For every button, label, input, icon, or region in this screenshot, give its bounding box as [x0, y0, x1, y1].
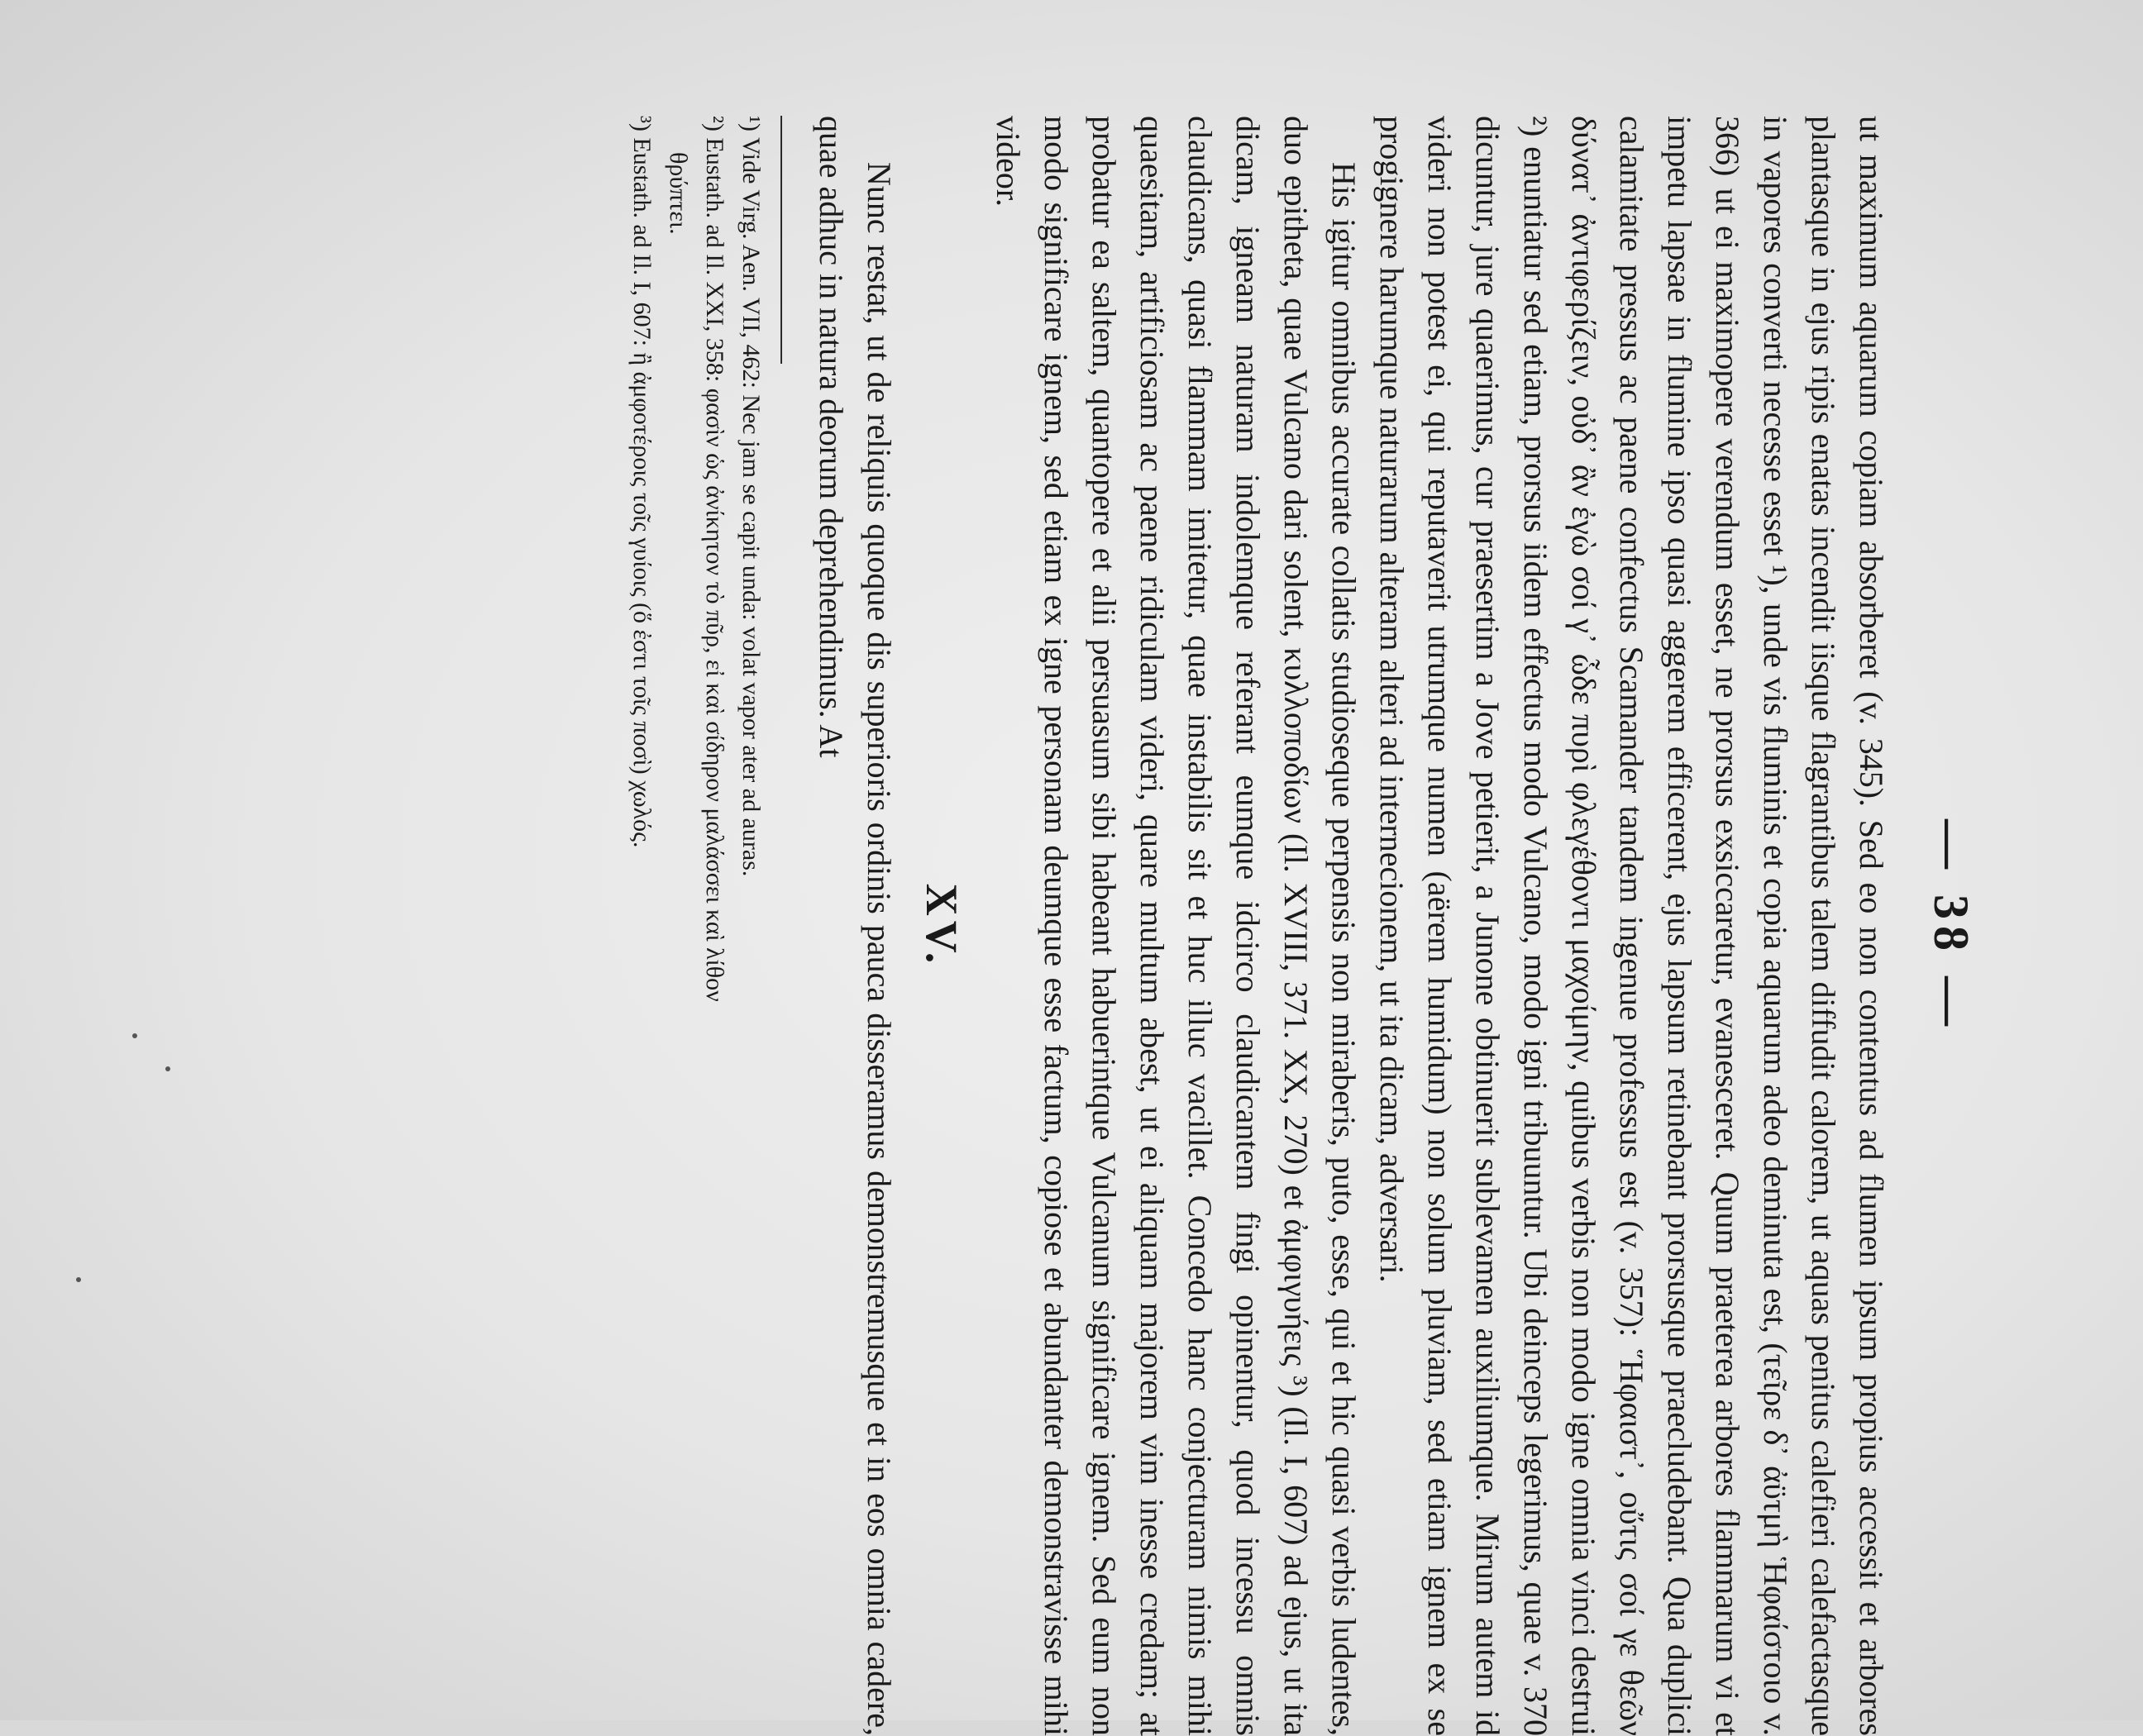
body-text [807, 116, 1895, 1736]
paragraph: His igitur omnibus accurate collatis studioseque perpensis non miraberis, puto, esse, qui et hic quasi verbis ludentes, duo epitheta, quae Vulcano dari solent, κυλλοποδίων (Il. XVIII, 371. XX, 270) et ἀμφιγυήεις ³) (Il. I, 607) ad ejus, ut ita dicam, igneam naturam indolemque referant eumque idcirco claudicantem fingi opinentur, quod incessu omnis claudicans, quasi flammam imitetur, quae instabilis sit et huc illuc vacillet. Concedo hanc conjecturam nimis mihi quaesitam, artificiosam ac paene ridiculam videri, quare multum abest, ut ei aliquam majorem vim inesse credam; at probatur ea saltem, quantopere et alii persuasum sibi habeant habuerintque Vulcanum significare ignem. Sed eum non modo significare ignem, sed etiam ex igne personam deumque esse factum, copiose et abundanter demonstravisse mihi videor. [990, 116, 1363, 1736]
paragraph: Nunc restat, ut de reliquis quoque dis superioris ordinis pauca disseramus demonstremusque et in eos omnia cadere, quae adhuc in natura deorum deprehendimus. At [813, 116, 898, 1736]
footnote-rule [780, 116, 782, 364]
section-heading: XV. [917, 883, 966, 969]
footnote: ¹) Vide Virg. Aen. VII, 462: Nec jam se capit unda: volat vapor ater ad auras. [737, 116, 765, 877]
footnote: ²) Eustath. ad Il. XXI, 358: φασὶν ὡς ἀνίκητον τὸ πῦρ, εἰ καὶ σίδηρον μαλάσσει καὶ λίθον [701, 116, 728, 1002]
ink-speck [76, 1277, 81, 1282]
ink-speck [165, 1066, 170, 1071]
page-number: — 38 — [1924, 819, 1978, 1033]
footnote: ³) Eustath. ad Il. I, 607: ἢ ἀμφοτέροις τοῖς γυίοις (ὅ ἐστι τοῖς ποσὶ) χωλός. [628, 116, 656, 848]
footnote-continuation: θρύπτει. [665, 152, 692, 235]
rotated-text-block [198, 116, 1984, 1736]
paragraph: ut maximum aquarum copiam absorberet (v. 345). Sed eo non contentus ad flumen ipsum propius accessit et arbores plantasque in ejus ripis enatas incendit iisque flagrantibus talem diffudit calorem, ut aquas penitus calefieri calefactasque in vapores converti necesse esset ¹), unde vis fluminis et copia aquarum adeo deminuta est, (τεῖρε δ᾽ ἀϋτμὴ Ἡφαίστοιο v. 366) ut ei maximopere verendum esset, ne prorsus exsiccaretur, evanesceret. Quum praeterea arbores flammarum vi et impetu lapsae in flumine ipso quasi aggerem efficerent, ejus lapsum retinebant prorsusque praecludebant. Qua duplici calamitate pressus ac paene confectus Scamander tandem ingenue professus est (v. 357): Ἥφαιστ᾽, οὔτις σοί γε θεῶν δύνατ᾽ ἀντιφερίζειν, οὐδ᾽ ἂν ἐγὼ σοί γ᾽ ὧδε πυρὶ φλεγέθοντι μαχοίμην, quibus verbis non modo igne omnia vinci destrui ²) enuntiatur sed etiam, prorsus iidem effectus modo Vulcano, modo igni tribuuntur. Ubi deinceps legerimus, quae v. 370 dicuntur, jure quaerimus, cur praesertim a Jove petierit, a Junone obtinuerit sublevamen auxiliumque. Mirum autem id videri non potest ei, qui reputaverit utrumque numen (aërem humidum) non solum pluviam, sed etiam ignem ex se progignere harumque naturarum alteram alteri ad internecionem, ut ita dicam, adversari. [1373, 116, 1890, 1736]
ink-speck [132, 1033, 137, 1038]
footnotes [623, 116, 769, 1736]
